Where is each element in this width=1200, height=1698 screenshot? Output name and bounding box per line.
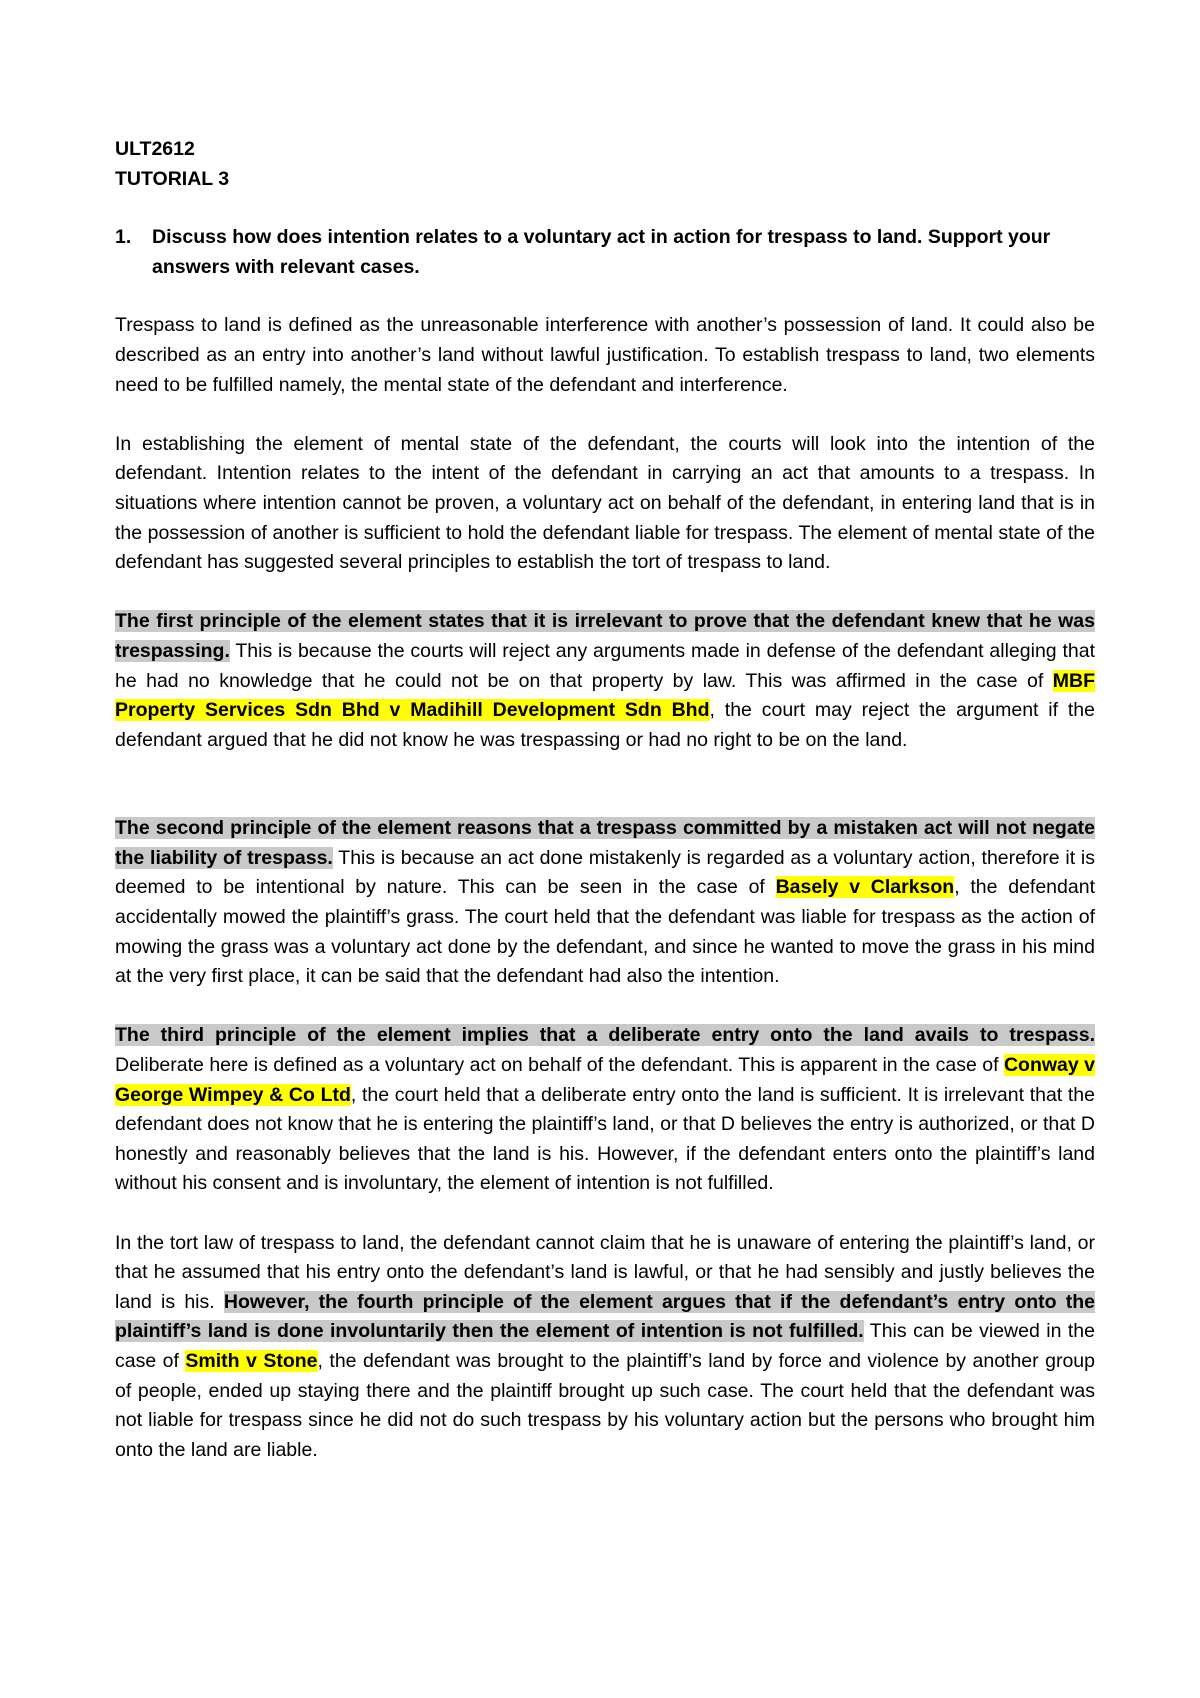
second-principle-text-a: This is because an act done mistakenly is regarded as a voluntary action, therefore it is deemed to be intentional by nature. This can be seen in the case of <box>115 846 1095 899</box>
first-principle-statement: The first principle of the element states that it is irrelevant to prove that the defendant knew that he was trespassing. <box>115 610 1095 662</box>
first-principle-text-b: , the court may reject the argument if the defendant argued that he did not know he was trespassing or had no right to be on the land. <box>115 699 1095 751</box>
question-text: Discuss how does intention relates to a voluntary act in action for trespass to land. Support your answers with relevant cases. <box>152 226 1051 278</box>
third-principle-text-a: Deliberate here is defined as a voluntary act on behalf of the defendant. This is apparent in the case of <box>115 1054 1004 1077</box>
case-name-smith: Smith v Stone <box>185 1349 318 1372</box>
third-principle-statement: The third principle of the element implies that a deliberate entry onto the land avails to trespass. <box>115 1024 1095 1047</box>
question-number: 1. <box>115 226 132 249</box>
tutorial-title: TUTORIAL 3 <box>115 167 230 190</box>
fourth-principle-text-a: In the tort law of trespass to land, the defendant cannot claim that he is unaware of entering the plaintiff’s land, or that he assumed that his entry onto the defendant’s land is lawful, or that he had sensibly and justly believes the land is his. <box>115 1231 1095 1313</box>
document-page <box>115 135 1095 1495</box>
case-name-basely: Basely v Clarkson <box>775 876 955 899</box>
case-name-mbf: MBF Property Services Sdn Bhd v Madihill Development Sdn Bhd <box>115 669 1095 722</box>
paragraph-third-principle <box>115 1021 1095 1199</box>
case-name-conway: Conway v George Wimpey & Co Ltd <box>115 1054 1095 1106</box>
question-1 <box>115 223 1095 282</box>
first-principle-text-a: This is because the courts will reject any arguments made in defense of the defendant alleging that he had no knowledge that he could not be on that property by law. This was affirmed in the case of <box>115 639 1095 692</box>
fourth-principle-text-c: , the defendant was brought to the plaintiff’s land by force and violence by another group of people, ended up staying there and the plaintiff brought up such case. The court held that the defendant was not liable for trespass since he did not do such trespass by his voluntary action but the persons who brought him onto the land are liable. <box>115 1349 1095 1461</box>
third-principle-text-b: , the court held that a deliberate entry onto the land is sufficient. It is irrelevant that the defendant does not know that he is entering the plaintiff’s land, or that D believes the entry is authorized, or that D honestly and reasonably believes that the land is his. However, if the defendant enters onto the plaintiff’s land without his consent and is involuntary, the element of intention is not fulfilled. <box>115 1083 1095 1195</box>
fourth-principle-text-b: This can be viewed in the case of <box>115 1320 1095 1372</box>
paragraph-second-principle <box>115 814 1095 992</box>
course-code: ULT2612 <box>115 138 195 160</box>
paragraph-fourth-principle <box>115 1229 1095 1466</box>
second-principle-text-b: , the defendant accidentally mowed the plaintiff’s grass. The court held that the defendant was liable for trespass as the action of mowing the grass was a voluntary act done by the defendant, and since he wanted to move the grass in his mind at the very first place, it can be said that the defendant had also the intention. <box>115 876 1095 988</box>
paragraph-definition: Trespass to land is defined as the unreasonable interference with another’s possession of land. It could also be described as an entry into another’s land without lawful justification. To establish trespass to land, two elements need to be fulfilled namely, the mental state of the defendant and interference. <box>115 314 1095 396</box>
paragraph-mental-state: In establishing the element of mental state of the defendant, the courts will look into the intention of the defendant. Intention relates to the intent of the defendant in carrying an act that amounts to a trespass. In situations where intention cannot be proven, a voluntary act on behalf of the defendant, in entering land that is in the possession of another is sufficient to hold the defendant liable for trespass. The element of mental state of the defendant has suggested several principles to establish the tort of trespass to land. <box>115 432 1095 574</box>
second-principle-statement: The second principle of the element reasons that a trespass committed by a mistaken act will not negate the liability of trespass. <box>115 817 1095 869</box>
paragraph-first-principle <box>115 607 1095 755</box>
fourth-principle-statement: However, the fourth principle of the element argues that if the defendant’s entry onto the plaintiff’s land is done involuntarily then the element of intention is not fulfilled. <box>115 1290 1095 1343</box>
